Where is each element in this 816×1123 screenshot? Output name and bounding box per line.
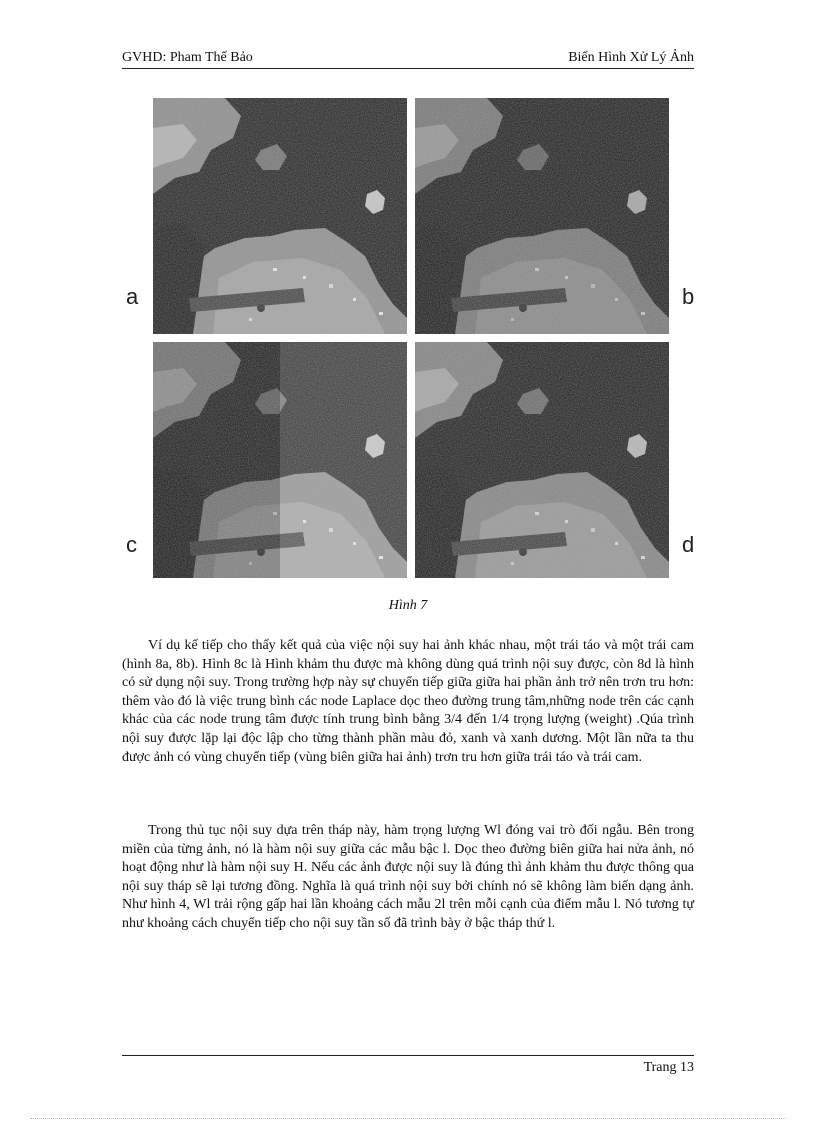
figure-caption: Hình 7 [388, 598, 428, 613]
page-bottom-edge [30, 1118, 786, 1119]
page-footer [122, 1055, 694, 1086]
header-instructor: GVHD: Pham Thế Bảo [122, 50, 253, 65]
page-header [122, 48, 694, 69]
header-title: Biến Hình Xử Lý Ảnh [568, 50, 694, 65]
satellite-image-d [415, 342, 669, 578]
satellite-image-a [153, 98, 407, 334]
body-paragraph-1: Ví dụ kế tiếp cho thấy kết quả của việc nội suy hai ảnh khác nhau, một trái táo và một trái cam (hình 8a, 8b). Hình 8c là Hình khảm thu được mà không dùng quá trình nội suy được, còn 8d là hình có sử dụng nội suy. Trong trường hợp này sự chuyển tiếp giữa giữa hai phần ảnh trở nên trơn tru hơn: thêm vào đó là việc trung bình các node Laplace dọc theo đường trung tâm,những node trên các cạnh khác của các node trung tâm được tính trung bình bằng 3/4 đến 1/4 trọng lượng (weight) .Qúa trình nội suy được lặp lại độc lập cho từng thành phần màu đỏ, xanh và xanh dương. Một lần nữa ta thu được ảnh có vùng chuyển tiếp (vùng biên giữa hai ảnh) trơn tru hơn giữa trái táo và trái cam. [122, 638, 694, 765]
panel-label-c: c [126, 532, 137, 557]
panel-label-b: b [682, 284, 695, 309]
page-number: Trang 13 [643, 1060, 694, 1075]
figure-7 [122, 96, 694, 586]
panel-label-a: a [126, 284, 139, 309]
body-paragraph-2: Trong thủ tục nội suy dựa trên tháp này, hàm trọng lượng Wl đóng vai trò đối ngẫu. Bên trong miền của từng ảnh, nó là hàm nội suy giữa các mẫu bậc l. Dọc theo đường biên giữa hai nửa ảnh, nó hoạt động như là hàm nội suy H. Nếu các ảnh được nội suy là đúng thì ảnh khảm thu được thông qua nội suy tháp sẽ lại tương đồng. Nghĩa là quá trình nội suy bởi chính nó sẽ không làm biến dạng ảnh. Như hình 4, Wl trải rộng gấp hai lần khoảng cách mẫu 2l trên mỗi cạnh của điểm mẫu l. Nó tương tự như khoảng cách chuyển tiếp cho nội suy tần số đã trình bày ở bậc tháp thứ l. [122, 823, 694, 931]
satellite-image-c [153, 342, 407, 578]
panel-label-d: d [682, 532, 695, 557]
satellite-image-b [415, 98, 669, 334]
